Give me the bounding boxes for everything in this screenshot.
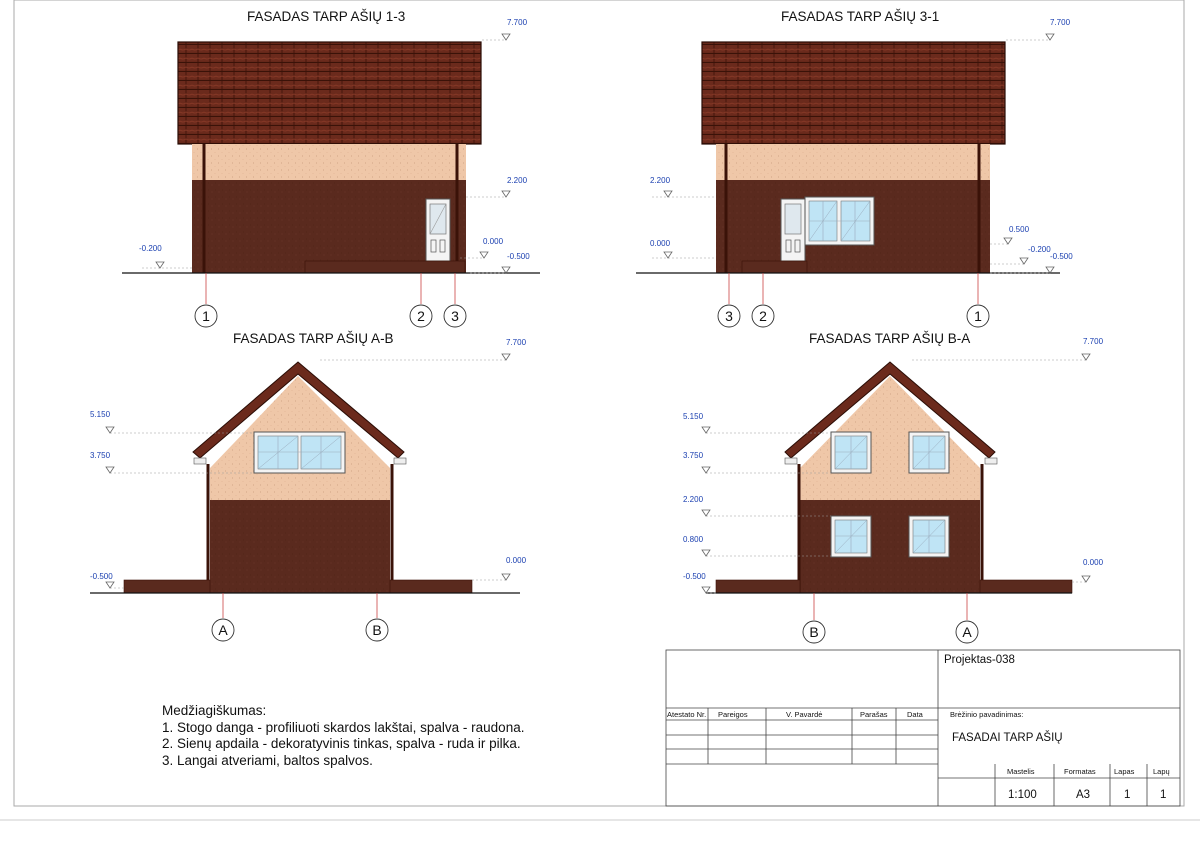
note-item: 1. Stogo danga - profiliuoti skardos lakštai, spalva - raudona. <box>162 719 525 735</box>
note-item: 3. Langai atveriami, baltos spalvos. <box>162 752 373 768</box>
level-label: 7.700 <box>1083 337 1104 346</box>
elevation-3-1 <box>636 40 1060 304</box>
sheet-label: Lapas <box>1114 767 1135 776</box>
elevation-b-a <box>706 360 1086 620</box>
scale-value: 1:100 <box>1008 789 1037 801</box>
level-label: 7.700 <box>507 18 528 27</box>
level-label: 5.150 <box>90 410 111 419</box>
level-label: 3.750 <box>683 451 704 460</box>
door <box>426 199 450 261</box>
elevation-title: FASADAS TARP AŠIŲ 1-3 <box>247 9 406 24</box>
axis-label: B <box>809 624 819 640</box>
axis-label: 2 <box>759 308 767 324</box>
window-lower-left <box>831 516 871 557</box>
window-upper-right <box>909 432 949 473</box>
axis-label: 1 <box>974 308 982 324</box>
level-label: -0.500 <box>507 252 530 261</box>
level-label: 2.200 <box>683 495 704 504</box>
title-block <box>666 650 1180 806</box>
materials-notes <box>162 703 524 769</box>
scale-label: Mastelis <box>1007 767 1035 776</box>
level-label: 0.000 <box>1083 558 1104 567</box>
door <box>781 199 805 261</box>
level-label: 7.700 <box>506 338 527 347</box>
roof <box>702 42 1005 144</box>
level-label: 0.000 <box>483 237 504 246</box>
elevation-1-3 <box>122 40 540 304</box>
level-label: 2.200 <box>650 176 671 185</box>
elevation-a-b <box>90 360 520 618</box>
level-label: 3.750 <box>90 451 111 460</box>
level-label: 0.500 <box>1009 225 1030 234</box>
header-parasas: Parašas <box>860 710 888 719</box>
header-data: Data <box>907 710 923 719</box>
axis-label: 3 <box>725 308 733 324</box>
level-label: -0.500 <box>90 572 113 581</box>
level-label: -0.200 <box>1028 245 1051 254</box>
axis-label: 3 <box>451 308 459 324</box>
level-label: 7.700 <box>1050 18 1071 27</box>
elevation-title: FASADAS TARP AŠIŲ A-B <box>233 331 394 346</box>
axis-label: A <box>962 624 972 640</box>
drawing-name-label: Brėžinio pavadinimas: <box>950 710 1024 719</box>
level-label: 0.000 <box>650 239 671 248</box>
level-label: 5.150 <box>683 412 704 421</box>
title-block-text <box>667 654 1170 801</box>
elevation-title: FASADAS TARP AŠIŲ B-A <box>809 331 971 346</box>
wall-lower <box>192 180 466 273</box>
header-pareigos: Pareigos <box>718 710 748 719</box>
window <box>805 197 874 245</box>
window-upper-left <box>831 432 871 473</box>
project-name: Projektas-038 <box>944 654 1015 666</box>
axis-label: 2 <box>417 308 425 324</box>
axis-label: A <box>218 622 228 638</box>
elevation-title: FASADAS TARP AŠIŲ 3-1 <box>781 9 940 24</box>
format-value: A3 <box>1076 789 1091 801</box>
sheets-value: 1 <box>1160 789 1167 801</box>
axis-label: 1 <box>202 308 210 324</box>
level-label: 0.800 <box>683 535 704 544</box>
sheets-label: Lapų <box>1153 767 1170 776</box>
drawing-name: FASADAI TARP AŠIŲ <box>952 732 1063 744</box>
header-pavarde: V. Pavardė <box>786 710 823 719</box>
level-label: -0.500 <box>1050 252 1073 261</box>
window <box>254 432 345 473</box>
note-item: 2. Sienų apdaila - dekoratyvinis tinkas, spalva - ruda ir pilka. <box>162 736 521 751</box>
level-label: -0.200 <box>139 244 162 253</box>
terrace <box>305 261 465 273</box>
roof <box>178 42 481 144</box>
level-label: 2.200 <box>507 176 528 185</box>
header-atestato: Atestato Nr. <box>667 710 707 719</box>
level-label: -0.500 <box>683 572 706 581</box>
level-label: 0.000 <box>506 556 527 565</box>
notes-heading: Medžiagiškumas: <box>162 703 267 718</box>
axis-label: B <box>372 622 382 638</box>
wall-upper <box>192 144 466 180</box>
sheet-value: 1 <box>1124 789 1131 801</box>
window-lower-right <box>909 516 949 557</box>
format-label: Formatas <box>1064 767 1096 776</box>
